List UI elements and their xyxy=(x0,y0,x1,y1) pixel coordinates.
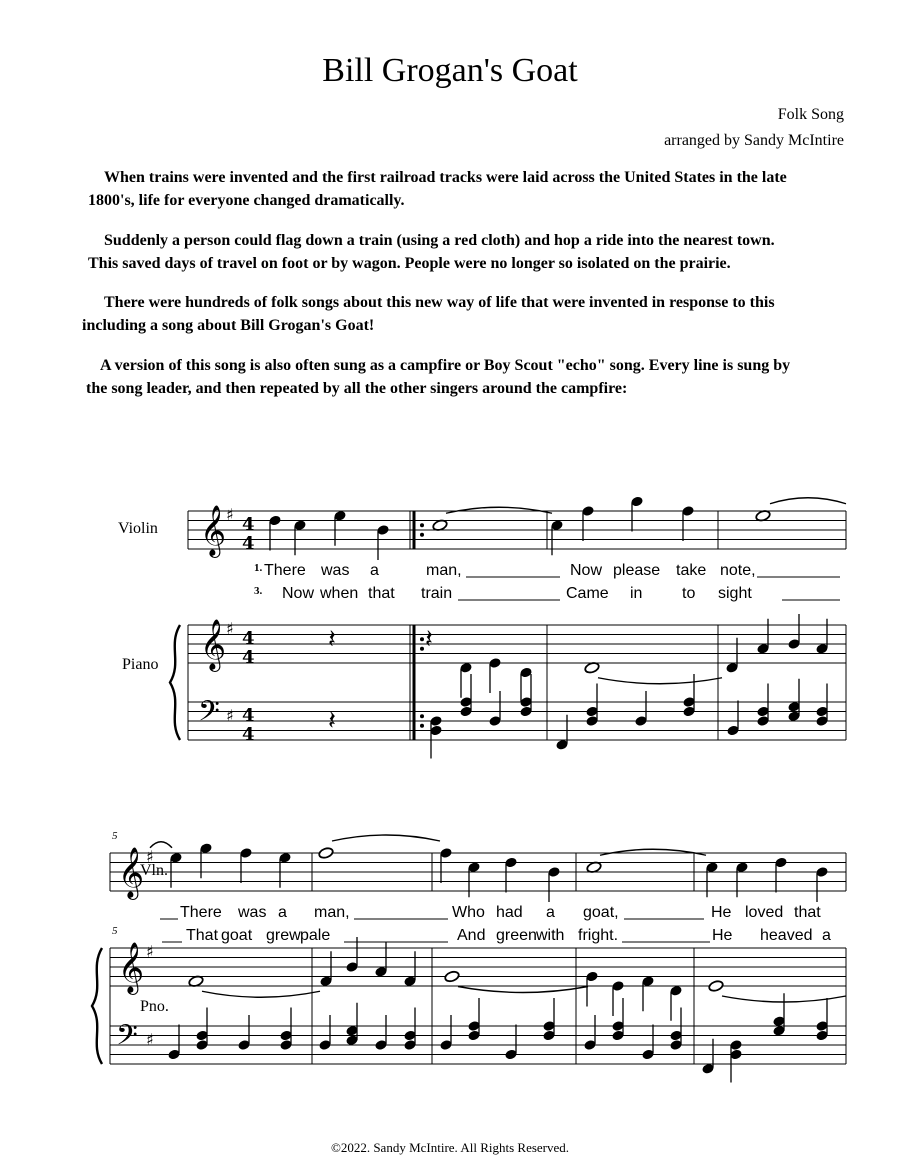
page-title: Bill Grogan's Goat xyxy=(322,52,578,89)
violin-note-2 xyxy=(239,847,252,883)
piano2-treble-note xyxy=(374,942,387,978)
bass-chord xyxy=(682,674,695,717)
lyric-verse1: take xyxy=(676,562,707,579)
repeat-dot xyxy=(420,647,424,651)
copyright-footer: ©2022. Sandy McIntire. All Rights Reserved. xyxy=(330,1140,570,1155)
lyric2-verse1: loved xyxy=(745,904,784,921)
intro-para-2-line-2: This saved days of travel on foot or by wagon. People were no longer so isolated on the prairie. xyxy=(88,255,731,272)
piano-treble-note xyxy=(787,614,800,650)
intro-para-3-line-1: There were hundreds of folk songs about this new way of life that were invented in response to this xyxy=(104,294,775,311)
lyric2-verse1: There xyxy=(180,904,222,921)
lyric2-verse3: And xyxy=(457,927,486,944)
verse-number-1: 1. xyxy=(254,562,263,574)
piano2-treble-note xyxy=(403,951,416,987)
lyric2-verse3: That xyxy=(186,927,219,944)
repeat-dot xyxy=(420,533,424,537)
piano2-treble-note xyxy=(641,975,654,1011)
bass2-note xyxy=(439,1015,452,1051)
lyric2-verse1: goat, xyxy=(583,904,619,921)
bass2-chord xyxy=(542,998,555,1041)
lyric2-verse1: had xyxy=(496,904,523,921)
intro-para-1-line-2: 1800's, life for everyone changed dramatically. xyxy=(88,192,405,209)
violin-note xyxy=(550,519,563,555)
key-sharp: ♯ xyxy=(146,1030,154,1049)
violin-note-2 xyxy=(547,866,560,902)
lyric-verse3: train xyxy=(421,585,453,602)
lyrics-layer xyxy=(160,562,840,944)
piano-brace-2 xyxy=(92,948,102,1064)
bass-chord xyxy=(756,684,769,727)
bass2-chord xyxy=(279,1008,292,1051)
tie xyxy=(202,991,320,997)
lyric2-verse3: a xyxy=(822,927,831,944)
piano2-treble-note xyxy=(319,951,332,987)
violin-note-2 xyxy=(467,861,480,897)
composer-credit: Folk Song xyxy=(777,106,844,123)
bass2-chord xyxy=(815,998,828,1041)
lyric2-verse3: green xyxy=(496,927,537,944)
time-sig-top: 4 xyxy=(242,514,255,535)
key-sharp: ♯ xyxy=(146,847,154,866)
lyric-verse1: please xyxy=(613,562,661,579)
lyric2-verse1: a xyxy=(546,904,555,921)
tie xyxy=(446,507,552,513)
violin-note xyxy=(376,524,389,560)
key-sharp: ♯ xyxy=(226,619,234,638)
lyric-verse1: man, xyxy=(426,562,462,579)
time-sig-bottom: 4 xyxy=(242,724,255,745)
piano-treble-note xyxy=(756,619,769,655)
violin-note-2 xyxy=(318,847,334,860)
violin-note-2 xyxy=(439,847,452,883)
repeat-dot xyxy=(420,637,424,641)
violin-note-2 xyxy=(735,861,748,897)
bass-note xyxy=(634,691,647,727)
bass-chord xyxy=(429,715,442,758)
bass2-chord xyxy=(345,1003,358,1046)
bass2-chord xyxy=(403,1008,416,1051)
violin-label: Violin xyxy=(118,520,158,537)
tie xyxy=(332,835,440,841)
violin-note-2 xyxy=(815,866,828,902)
bass2-chord xyxy=(729,1039,742,1082)
piano-quarter-rest: 𝄽 xyxy=(328,624,336,655)
violin-note-2 xyxy=(169,852,182,888)
intro-para-3-line-2: including a song about Bill Grogan's Goat! xyxy=(82,317,375,334)
lyric2-verse1: He xyxy=(711,904,732,921)
piano-label: Piano xyxy=(122,656,159,673)
piano-treble-note xyxy=(725,638,738,674)
intro-para-4-line-1: A version of this song is also often sung as a campfire or Boy Scout "echo" song. Every line is sung by xyxy=(100,357,791,374)
bass2-note xyxy=(318,1015,331,1051)
key-sharp: ♯ xyxy=(226,505,234,524)
lyric2-verse3: pale xyxy=(300,927,331,944)
measure-number: 5 xyxy=(112,925,118,937)
lyric-verse1: note, xyxy=(720,562,756,579)
violin-note-2 xyxy=(705,861,718,897)
bass2-chord xyxy=(467,998,480,1041)
lyric2-verse1: that xyxy=(794,904,821,921)
bass-chord xyxy=(815,684,828,727)
time-sig-top: 4 xyxy=(242,705,255,726)
bass-note xyxy=(488,691,501,727)
bass2-note xyxy=(504,1025,517,1061)
treble-clef: 𝄞 xyxy=(118,847,145,898)
lyric-verse3: Now xyxy=(282,585,315,602)
bass2-note xyxy=(583,1015,596,1051)
lyric-verse3: sight xyxy=(718,585,752,602)
bass-chord xyxy=(585,684,598,727)
lyric2-verse3: heaved xyxy=(760,927,813,944)
tie xyxy=(598,678,722,684)
lyric-verse3: in xyxy=(630,585,643,602)
notes-layer xyxy=(150,496,846,1083)
time-sig-top: 4 xyxy=(242,628,255,649)
bass2-chord xyxy=(772,993,785,1036)
violin-note xyxy=(681,505,694,541)
violin-note xyxy=(268,515,281,551)
bass2-note xyxy=(701,1039,714,1075)
tie xyxy=(600,849,706,855)
lyric2-verse1: man, xyxy=(314,904,350,921)
lyric2-verse1: a xyxy=(278,904,287,921)
violin-note-2 xyxy=(504,857,517,893)
tie xyxy=(770,498,846,504)
treble-clef: 𝄞 xyxy=(200,505,227,556)
intro-para-4-line-2: the song leader, and then repeated by all the other singers around the campfire: xyxy=(86,380,628,397)
bass-note xyxy=(726,701,739,737)
verse-number-3: 3. xyxy=(254,585,263,597)
lyric-verse3: that xyxy=(368,585,395,602)
bass2-note xyxy=(641,1025,654,1061)
arranger-credit: arranged by Sandy McIntire xyxy=(664,132,844,149)
repeat-dot xyxy=(420,714,424,718)
piano-bass-rest: 𝄽 xyxy=(328,706,336,736)
violin-note xyxy=(333,510,346,546)
lyric2-verse3: grew xyxy=(266,927,301,944)
key-sharp: ♯ xyxy=(146,942,154,961)
violin-note-2 xyxy=(774,857,787,893)
measure-number: 5 xyxy=(112,830,118,842)
piano2-treble-note xyxy=(444,970,460,983)
intro-para-1-line-1: When trains were invented and the first railroad tracks were laid across the United States in the late xyxy=(104,169,787,186)
treble-clef: 𝄞 xyxy=(200,619,227,670)
lyric-verse1: Now xyxy=(570,562,603,579)
violin-note-2 xyxy=(199,842,212,878)
lyric2-verse1: was xyxy=(238,904,267,921)
violin-note xyxy=(293,519,306,555)
treble-clef: 𝄞 xyxy=(118,942,145,993)
lyric-verse1: There xyxy=(264,562,306,579)
bass2-note xyxy=(374,1015,387,1051)
bass-chord xyxy=(787,679,800,722)
repeat-dot xyxy=(420,724,424,728)
time-sig-bottom: 4 xyxy=(242,533,255,554)
violin-note xyxy=(630,496,643,532)
bass-note xyxy=(555,715,568,751)
time-sig-bottom: 4 xyxy=(242,647,255,668)
piano-quarter-rest: 𝄽 xyxy=(425,624,433,655)
violin-note-2 xyxy=(278,852,291,888)
piano-abbr-label: Pno. xyxy=(140,998,169,1015)
lyric2-verse3: fright. xyxy=(578,927,619,944)
piano-brace xyxy=(170,625,180,740)
key-sharp: ♯ xyxy=(226,706,234,725)
lyric2-verse3: with xyxy=(536,927,565,944)
piano2-treble-note xyxy=(585,971,598,1007)
violin-note xyxy=(581,505,594,541)
bass2-note xyxy=(237,1015,250,1051)
bass2-chord xyxy=(195,1008,208,1051)
piano-treble-note xyxy=(815,619,828,655)
lyric2-verse1: Who xyxy=(452,904,485,921)
lyric-verse3: Came xyxy=(566,585,609,602)
lyric2-verse3: goat xyxy=(221,927,253,944)
piano-treble-note xyxy=(488,657,501,693)
lyric2-verse3: He xyxy=(712,927,733,944)
intro-para-2-line-1: Suddenly a person could flag down a train (using a red cloth) and hop a ride into the nearest town. xyxy=(104,232,775,249)
repeat-dot xyxy=(420,523,424,527)
lyric-verse3: when xyxy=(320,585,359,602)
tie xyxy=(458,987,588,993)
piano2-treble-note xyxy=(708,980,724,993)
violin-abbr-label: Vln. xyxy=(140,862,168,879)
bass-clef: 𝄢 xyxy=(198,695,220,735)
lyric-verse1: was xyxy=(321,562,350,579)
bass-clef: 𝄢 xyxy=(116,1019,138,1059)
lyric-verse3: to xyxy=(682,585,696,602)
bass2-note xyxy=(167,1025,180,1061)
lyric-verse1: a xyxy=(370,562,379,579)
